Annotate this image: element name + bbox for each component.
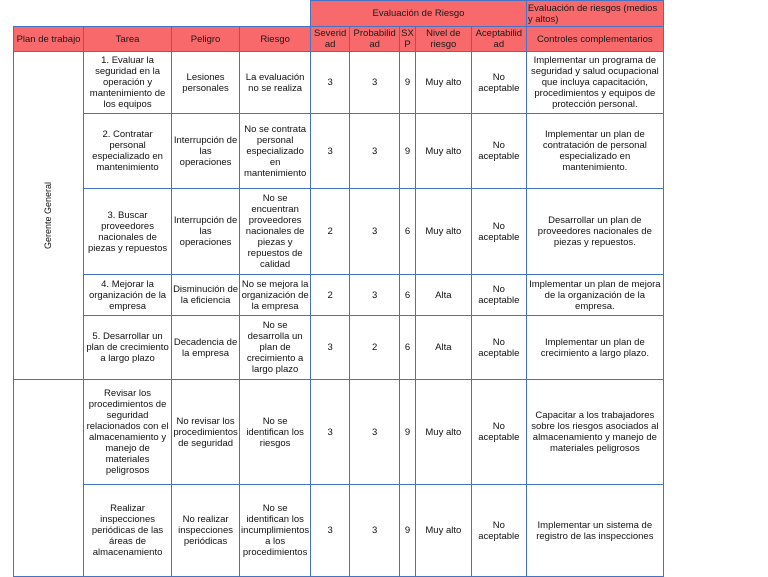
aceptabilidad-cell: No aceptable (471, 189, 526, 275)
peligro-cell: Decadencia de la empresa (172, 316, 240, 380)
plan-label: Gerente General (43, 181, 54, 250)
tarea-cell: 4. Mejorar la organización de la empresa (84, 275, 172, 316)
plan-cell-second (14, 380, 84, 577)
column-header-severidad: Severid ad (311, 27, 350, 52)
riesgo-cell: No se identifican los incumplimientos a los procedimientos (240, 485, 311, 577)
header-group-row (14, 1, 664, 27)
column-header-tarea: Tarea (84, 27, 172, 52)
riesgo-cell: No se encuentran proveedores nacionales de piezas y repuestos de calidad (240, 189, 311, 275)
sxp-cell: 9 (400, 52, 416, 114)
column-header-controles: Controles complementarios (526, 27, 663, 52)
risk-evaluation-group-header: Evaluación de Riesgo (311, 1, 527, 27)
peligro-cell: Lesiones personales (172, 52, 240, 114)
severidad-cell: 3 (311, 380, 350, 485)
aceptabilidad-cell: No aceptable (471, 485, 526, 577)
table-row (14, 114, 664, 189)
control-cell: Capacitar a los trabajadores sobre los riesgos asociados al almacenamiento y manejo de materiales peligrosos (526, 380, 663, 485)
table-row (14, 275, 664, 316)
probabilidad-cell: 3 (350, 380, 400, 485)
nivel-cell: Muy alto (415, 114, 471, 189)
control-cell: Implementar un plan de contratación de personal especializado en mantenimiento. (526, 114, 663, 189)
nivel-cell: Muy alto (415, 485, 471, 577)
tarea-cell: 1. Evaluar la seguridad en la operación y mantenimiento de los equipos (84, 52, 172, 114)
aceptabilidad-cell: No aceptable (471, 275, 526, 316)
nivel-cell: Muy alto (415, 380, 471, 485)
column-header-peligro: Peligro (172, 27, 240, 52)
riesgo-cell: No se identifican los riesgos (240, 380, 311, 485)
probabilidad-cell: 2 (350, 316, 400, 380)
table-row (14, 380, 664, 485)
sxp-cell: 9 (400, 380, 416, 485)
controls-group-header: Evaluación de riesgos (medios y altos) (526, 1, 663, 27)
nivel-cell: Alta (415, 316, 471, 380)
column-header-aceptabilidad: Aceptabilid ad (471, 27, 526, 52)
tarea-cell: 2. Contratar personal especializado en mantenimiento (84, 114, 172, 189)
riesgo-cell: La evaluación no se realiza (240, 52, 311, 114)
riesgo-cell: No se desarrolla un plan de crecimiento a largo plazo (240, 316, 311, 380)
probabilidad-cell: 3 (350, 485, 400, 577)
riesgo-cell: No se contrata personal especializado en mantenimiento (240, 114, 311, 189)
column-header-nivel: Nivel de riesgo (415, 27, 471, 52)
column-header-riesgo: Riesgo (240, 27, 311, 52)
plan-cell-gerente (14, 52, 84, 380)
severidad-cell: 3 (311, 316, 350, 380)
peligro-cell: Interrupción de las operaciones (172, 114, 240, 189)
severidad-cell: 3 (311, 114, 350, 189)
sxp-cell: 6 (400, 316, 416, 380)
column-header-sxp: SX P (401, 28, 414, 50)
sxp-cell: 6 (400, 189, 416, 275)
column-header-probabilidad: Probabilid ad (350, 27, 400, 52)
nivel-cell: Muy alto (415, 52, 471, 114)
nivel-cell: Alta (415, 275, 471, 316)
tarea-cell: Realizar inspecciones periódicas de las áreas de almacenamiento (84, 485, 172, 577)
riesgo-cell: No se mejora la organización de la empresa (240, 275, 311, 316)
probabilidad-cell: 3 (350, 52, 400, 114)
risk-evaluation-table (13, 0, 664, 577)
severidad-cell: 2 (311, 189, 350, 275)
severidad-cell: 3 (311, 52, 350, 114)
control-cell: Implementar un plan de crecimiento a largo plazo. (526, 316, 663, 380)
peligro-cell: No realizar inspecciones periódicas (172, 485, 240, 577)
aceptabilidad-cell: No aceptable (471, 380, 526, 485)
aceptabilidad-cell: No aceptable (471, 114, 526, 189)
sxp-cell: 9 (400, 485, 416, 577)
table-row (14, 189, 664, 275)
control-cell: Implementar un programa de seguridad y salud ocupacional que incluya capacitación, procedimientos y equipos de protección personal. (526, 52, 663, 114)
aceptabilidad-cell: No aceptable (471, 52, 526, 114)
table-row (14, 485, 664, 577)
severidad-cell: 2 (311, 275, 350, 316)
tarea-cell: 3. Buscar proveedores nacionales de piezas y repuestos (84, 189, 172, 275)
nivel-cell: Muy alto (415, 189, 471, 275)
header-column-row (14, 27, 664, 52)
tarea-cell: Revisar los procedimientos de seguridad relacionados con el almacenamiento y manejo de materiales peligrosos (84, 380, 172, 485)
sxp-cell: 6 (400, 275, 416, 316)
probabilidad-cell: 3 (350, 275, 400, 316)
peligro-cell: Disminución de la eficiencia (172, 275, 240, 316)
peligro-cell: Interrupción de las operaciones (172, 189, 240, 275)
table-row (14, 316, 664, 380)
tarea-cell: 5. Desarrollar un plan de crecimiento a largo plazo (84, 316, 172, 380)
aceptabilidad-cell: No aceptable (471, 316, 526, 380)
probabilidad-cell: 3 (350, 189, 400, 275)
sxp-cell: 9 (400, 114, 416, 189)
table-row (14, 52, 664, 114)
peligro-cell: No revisar los procedimientos de seguridad (172, 380, 240, 485)
severidad-cell: 3 (311, 485, 350, 577)
control-cell: Implementar un sistema de registro de las inspecciones (526, 485, 663, 577)
probabilidad-cell: 3 (350, 114, 400, 189)
control-cell: Desarrollar un plan de proveedores nacionales de piezas y repuestos. (526, 189, 663, 275)
column-header-plan: Plan de trabajo (14, 27, 84, 52)
control-cell: Implementar un plan de mejora de la organización de la empresa. (526, 275, 663, 316)
